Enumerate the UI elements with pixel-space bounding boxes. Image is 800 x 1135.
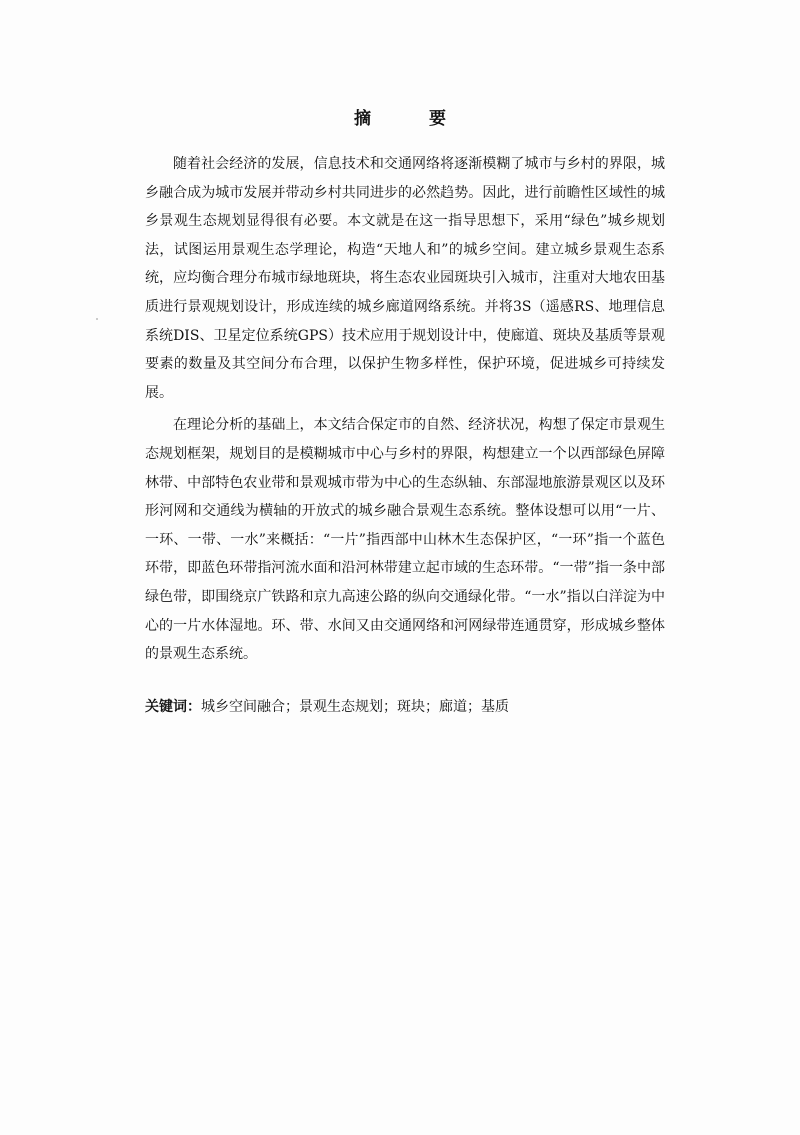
keyword-item: 斑块: [397, 699, 425, 715]
abstract-paragraph-2: 在理论分析的基础上，本文结合保定市的自然、经济状况，构想了保定市景观生态规划框架，规划目的是模糊城市中心与乡村的界限，构想建立一个以西部绿色屏障林带、中部特色农业带和景观城市带为中心的生态纵轴、东部湿地旅游景观区以及环形河网和交通线为横轴的开放式的城乡融合景观生态系统。整体设想可以用“一片、一环、一带、一水”来概括：“一片”指西部中山林木生态保护区，“一环”指一个蓝色环带，即蓝色环带指河流水面和沿河林带建立起市域的生态环带。“一带”指一条中部绿色带，即围绕京广铁路和京九高速公路的纵向交通绿化带。“一水”指以白洋淀为中心的一片水体湿地。环、带、水间又由交通网络和河网绿带连通贯穿，形成城乡整体的景观生态系统。: [145, 417, 665, 663]
keywords-line: [145, 695, 665, 719]
scan-artifact: [96, 318, 98, 320]
keyword-item: 城乡空间融合: [201, 699, 285, 715]
abstract-body: [145, 150, 665, 669]
abstract-paragraph-1: 随着社会经济的发展，信息技术和交通网络将逐渐模糊了城市与乡村的界限，城乡融合成为城市发展并带动乡村共同进步的必然趋势。因此，进行前瞻性区域性的城乡景观生态规划显得很有必要。本文就是在这一指导思想下，采用“绿色”城乡规划法，试图运用景观生态学理论，构造“天地人和”的城乡空间。建立城乡景观生态系统，应均衡合理分布城市绿地斑块，将生态农业园斑块引入城市，注重对大地农田基质进行景观规划设计，形成连续的城乡廊道网络系统。并将3S（遥感RS、地理信息系统DIS、卫星定位系统GPS）技术应用于规划设计中，使廊道、斑块及基质等景观要素的数量及其空间分布合理，以保护生物多样性，保护环境，促进城乡可持续发展。: [145, 156, 665, 401]
keyword-separator: ；: [285, 699, 299, 715]
keyword-separator: ；: [425, 699, 439, 715]
abstract-title: 摘 要: [354, 109, 472, 129]
keyword-separator: ；: [383, 699, 397, 715]
keyword-item: 景观生态规划: [299, 699, 383, 715]
keyword-item: 廊道: [439, 699, 467, 715]
keyword-item: 基质: [481, 699, 509, 715]
keyword-separator: ；: [467, 699, 481, 715]
keywords-label: 关键词：: [145, 699, 201, 715]
